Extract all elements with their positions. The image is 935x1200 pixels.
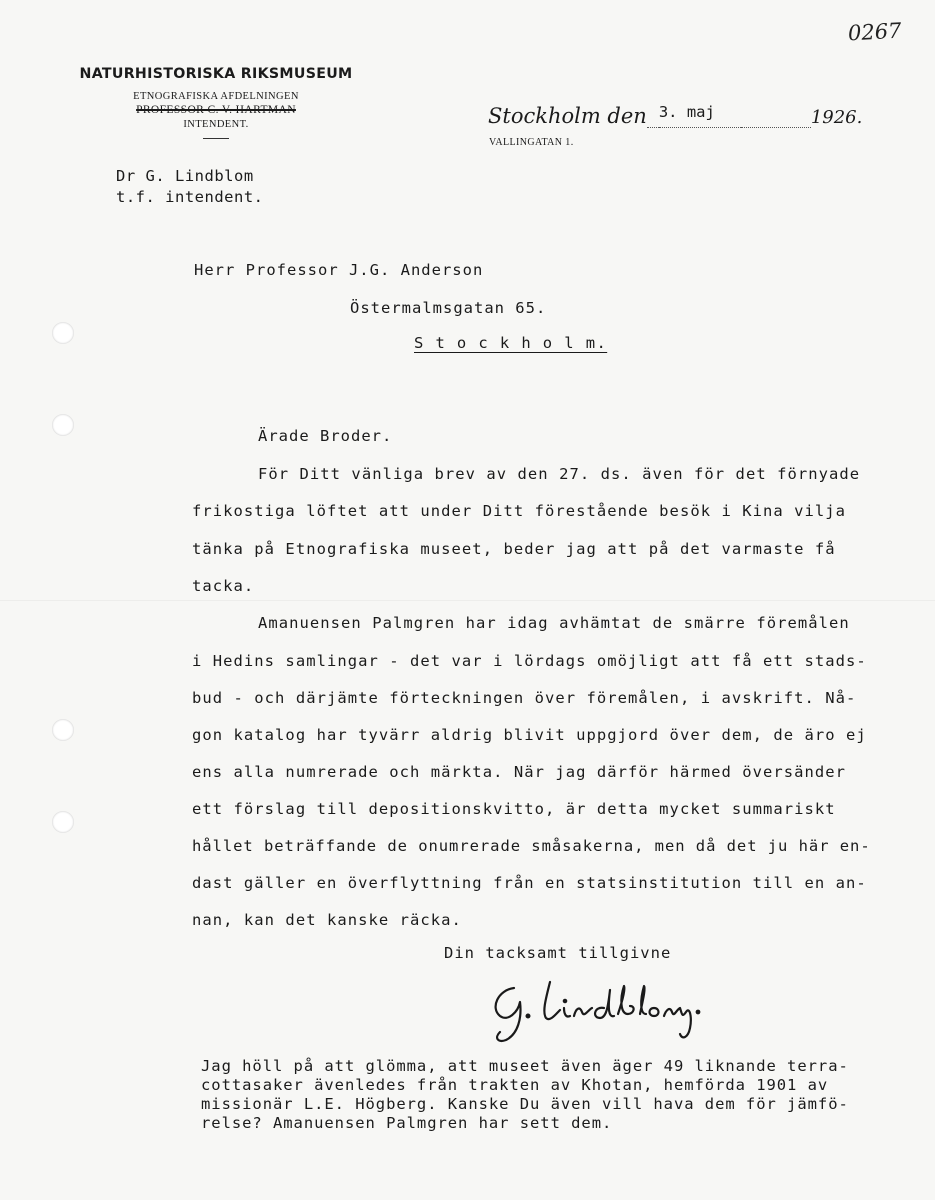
punch-hole: [52, 414, 74, 436]
dateline: [488, 104, 862, 128]
postscript-line: Jag höll på att glömma, att museet även äger 49 liknande terra-: [201, 1057, 849, 1075]
postscript-line: cottasaker ävenledes från trakten av Khotan, hemförda 1901 av: [201, 1076, 829, 1094]
body-line: dast gäller en överflyttning från en statsinstitution till en an-: [192, 874, 867, 892]
body-line: För Ditt vänliga brev av den 27. ds. även för det förnyade: [258, 465, 861, 483]
sender-title: t.f. intendent.: [116, 188, 264, 206]
recipient-street: Östermalmsgatan 65.: [350, 299, 547, 317]
recipient-city: S t o c k h o l m.: [414, 334, 608, 352]
sender-name: Dr G. Lindblom: [116, 167, 254, 185]
body-line: i Hedins samlingar - det var i lördags omöjligt att få ett stads-: [192, 652, 867, 670]
department-name: ETNOGRAFISKA AFDELNINGEN: [133, 91, 299, 102]
paper-fold: [0, 600, 935, 601]
body-line: gon katalog har tyvärr aldrig blivit uppgjord över dem, de äro ej: [192, 726, 867, 744]
postscript-line: relse? Amanuensen Palmgren har sett dem.: [201, 1114, 613, 1132]
punch-hole: [52, 719, 74, 741]
date-field: [659, 105, 741, 128]
postscript-line: missionär L.E. Högberg. Kanske Du även vill hava dem för jämfö-: [201, 1095, 849, 1113]
year-leader: [741, 105, 811, 128]
letterhead-divider: [203, 138, 229, 139]
body-line: tänka på Etnografiska museet, beder jag att på det varmaste få: [192, 540, 836, 558]
signature-image: [484, 968, 714, 1048]
body-line: frikostiga löftet att under Ditt förestående besök i Kina vilja: [192, 502, 847, 520]
body-line: ett förslag till depositionskvitto, är detta mycket summariskt: [192, 800, 836, 818]
body-line: hållet beträffande de onumrerade småsakerna, men då det ju här en-: [192, 837, 871, 855]
punch-hole: [52, 322, 74, 344]
date-leader: [647, 105, 659, 128]
institution-name: NATURHISTORISKA RIKSMUSEUM: [79, 66, 353, 82]
struck-name: PROFESSOR C. V. HARTMAN: [136, 104, 296, 116]
body-line: nan, kan det kanske räcka.: [192, 911, 462, 929]
place-prefix: Stockholm den: [488, 104, 647, 128]
closing: Din tacksamt tillgivne: [444, 944, 672, 962]
date-year: 1926.: [810, 107, 863, 128]
letterhead: [66, 66, 366, 139]
archive-number: 0267: [847, 18, 903, 46]
museum-address: VALLINGATAN 1.: [489, 137, 574, 148]
body-line: Amanuensen Palmgren har idag avhämtat de smärre föremålen: [258, 614, 850, 632]
letterhead-role: INTENDENT.: [183, 119, 249, 130]
date-day-month: 3. maj: [658, 103, 715, 121]
body-line: bud - och därjämte förteckningen över föremålen, i avskrift. Nå-: [192, 689, 857, 707]
body-line: tacka.: [192, 577, 255, 595]
salutation: Ärade Broder.: [258, 427, 393, 445]
recipient-name: Herr Professor J.G. Anderson: [194, 261, 484, 279]
punch-hole: [52, 811, 74, 833]
body-line: ens alla numrerade och märkta. När jag därför härmed översänder: [192, 763, 847, 781]
